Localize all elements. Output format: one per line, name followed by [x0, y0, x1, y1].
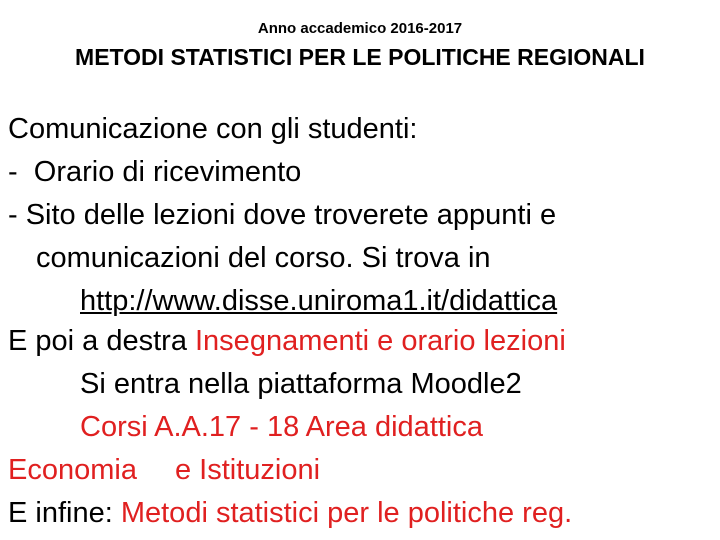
website-link[interactable]: http://www.disse.uniroma1.it/didattica — [80, 285, 558, 317]
step-final — [8, 496, 572, 530]
final-course-highlight: Metodi statistici per le politiche reg. — [120, 497, 573, 529]
step-courses-continued — [8, 453, 320, 487]
website-link-row — [80, 284, 557, 318]
insegnamenti-highlight: Insegnamenti e orario lezioni — [195, 325, 566, 357]
step-courses-istituzioni: e Istituzioni — [174, 454, 321, 486]
course-title: METODI STATISTICI PER LE POLITICHE REGIONALI — [75, 44, 645, 70]
intro-text: Comunicazione con gli studenti: — [8, 113, 418, 145]
step-right-menu — [8, 324, 566, 358]
list-item-website-continued: comunicazioni del corso. Si trova in — [36, 242, 491, 274]
step-right-menu-prefix: E poi a destra — [8, 325, 195, 357]
step-courses-highlight: Corsi A.A.17 - 18 Area didattica — [80, 411, 483, 443]
list-item-office-hours: - Orario di ricevimento — [8, 156, 302, 188]
list-item-website: - Sito delle lezioni dove troverete appunti e — [8, 199, 557, 231]
step-moodle: Si entra nella piattaforma Moodle2 — [80, 368, 522, 400]
academic-year: Anno accademico 2016-2017 — [257, 20, 463, 37]
step-final-prefix: E infine: — [8, 497, 121, 529]
step-courses-economia: Economia — [8, 454, 137, 486]
